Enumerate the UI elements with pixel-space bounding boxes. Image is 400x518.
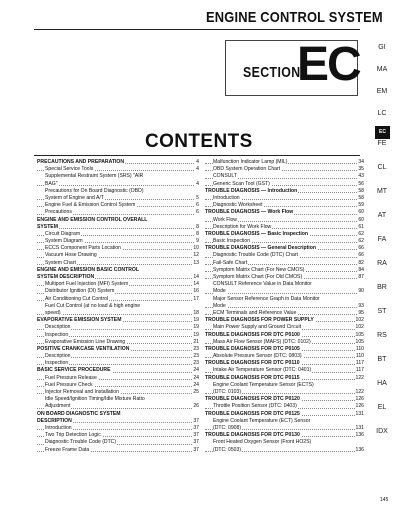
toc-entry-page: 21 [193,338,199,345]
toc-entry[interactable] [205,188,365,195]
toc-entry-page: 6 [196,209,199,216]
toc-entry-page: 58 [358,187,364,194]
toc-entry-page: 82 [358,259,364,266]
toc-entry-title: TROUBLE DIAGNOSIS FOR DTC P0105 [205,345,300,352]
toc-entry-title: Description [45,353,71,360]
toc-entry[interactable] [37,360,200,367]
toc-entry-title: Supplemental Restraint System (SRS) "AIR [45,173,144,180]
toc-entry-title: Adjustment [45,403,71,410]
toc-entry-title: PRECAUTIONS AND PREPARATION [37,159,125,165]
toc-entry[interactable] [205,202,365,209]
toc-entry-title: DESCRIPTION [37,417,72,424]
toc-entry-page: 43 [358,173,364,180]
leader-dots [205,307,365,308]
section-tab-fe[interactable]: FE [377,140,387,147]
toc-entry-title: Vacuum Hose Drawing [45,252,97,259]
leader-dots [37,185,200,186]
toc-entry-title: Description [45,324,71,331]
toc-entry-page: 24 [193,374,199,381]
toc-entry-page: 110 [355,353,364,360]
toc-entry[interactable] [205,432,365,439]
toc-entry-page: 9 [196,238,199,245]
toc-entry-page: 122 [355,374,364,381]
toc-entry[interactable] [205,217,365,224]
section-tab-at[interactable]: AT [377,212,387,219]
toc-entry-title: Malfunction Indicator Lamp (MIL) [213,159,288,165]
toc-entry-title: Fuel Pressure Check [45,381,93,388]
section-tab-ra[interactable]: RA [377,260,387,267]
toc-entry[interactable] [205,389,365,396]
toc-entry-title: Injector Removal and Installation [45,389,119,395]
toc-entry[interactable] [37,288,200,295]
toc-entry[interactable] [205,418,365,425]
toc-entry[interactable] [37,432,200,439]
toc-entry-title: TROUBLE DIAGNOSIS — Introduction [205,187,298,194]
toc-entry[interactable] [205,296,365,303]
toc-entry-page: 126 [355,403,364,410]
toc-entry[interactable] [37,425,200,432]
toc-entry[interactable] [37,209,200,216]
toc-entry-title: speed) [45,309,61,316]
toc-entry[interactable] [205,260,365,267]
toc-entry[interactable] [37,274,200,281]
section-tab-st[interactable]: ST [377,308,387,315]
toc-entry-page: 8 [196,223,199,230]
toc-entry-title: Basic Inspection [213,238,251,245]
toc-entry-page: 19 [193,331,199,338]
toc-entry[interactable] [205,231,365,238]
toc-entry-page: 6 [196,202,199,209]
toc-entry[interactable] [205,382,365,389]
toc-entry-page: 14 [193,281,199,288]
toc-entry-title: BASIC SERVICE PROCEDURE [37,367,111,374]
toc-entry[interactable] [205,367,365,374]
page-number: 145 [380,497,389,503]
toc-entry-page: 93 [358,302,364,309]
toc-entry-title: TROUBLE DIAGNOSIS — General Description [205,245,316,252]
toc-entry-title: Idle Speed/Ignition Timing/Idle Mixture Ratio [45,396,145,403]
toc-entry-page: 16 [193,288,199,295]
toc-entry-title: TROUBLE DIAGNOSIS FOR DTC P0125 [205,410,300,417]
toc-entry-page: 122 [355,389,364,395]
toc-entry-title: Engine Coolant Temperature (ECT) Sensor [213,417,311,424]
section-tab-el[interactable]: EL [377,404,387,411]
toc-entry-title: (DTC: 0103) [213,389,242,395]
toc-entry[interactable] [205,353,365,360]
toc-entry[interactable] [37,418,200,425]
toc-entry-page: 13 [193,259,199,266]
section-code: EC [297,38,360,91]
contents-title: CONTENTS [145,131,253,152]
toc-entry-title: CONSULT Reference Value in Data Monitor [213,281,312,288]
toc-entry[interactable] [205,224,365,231]
toc-entry[interactable] [37,267,200,274]
toc-entry-title: Introduction [213,194,240,201]
section-label: SECTION [243,64,301,81]
toc-entry-page: 58 [358,194,364,201]
toc-entry[interactable] [205,281,365,288]
section-tab-gi[interactable]: GI [378,44,386,51]
toc-entry[interactable] [205,439,365,446]
toc-entry[interactable] [37,411,200,418]
toc-entry[interactable] [37,238,200,245]
toc-entry-title: TROUBLE DIAGNOSIS FOR DTC P0130 [205,432,300,439]
toc-entry[interactable] [205,425,365,432]
toc-entry-title: Circuit Diagram [45,230,81,237]
toc-entry-page: 60 [358,209,364,216]
toc-entry[interactable] [37,346,200,353]
toc-entry-title: TROUBLE DIAGNOSIS FOR DTC P0100 [205,331,300,338]
toc-entry[interactable] [37,296,200,303]
toc-entry[interactable] [205,303,365,310]
leader-dots [205,293,365,294]
contents-rule [34,155,360,156]
toc-entry-page: 23 [193,353,199,360]
toc-entry[interactable] [205,159,365,166]
toc-entry[interactable] [205,324,365,331]
toc-entry-page: 5 [196,194,199,201]
toc-entry-title: Inspection [45,331,69,338]
toc-entry-title: BAG" [45,180,58,187]
section-tab-bt[interactable]: BT [377,356,387,363]
toc-entry-title: Two Trip Detection Logic [45,432,101,439]
toc-entry[interactable] [37,375,200,382]
toc-entry[interactable] [37,339,200,346]
toc-entry[interactable] [205,238,365,245]
toc-entry[interactable] [205,267,365,274]
leader-dots [37,228,200,229]
toc-entry-title: Main Power Supply and Ground Circuit [213,324,302,331]
toc-entry[interactable] [37,188,200,195]
toc-entry-title: Symptom Matrix Chart (For New CMOS) [213,266,305,273]
toc-entry[interactable] [37,303,200,310]
toc-entry-title: ENGINE AND EMISSION CONTROL OVERALL [37,216,148,223]
toc-entry-page: 117 [355,367,364,374]
toc-entry-title: System Chart [45,259,76,266]
toc-entry-title: (DTC: 0908) [213,424,242,431]
toc-entry-title: Special Service Tools [45,166,94,173]
toc-entry[interactable] [205,447,365,454]
toc-entry-title: Mass Air Flow Sensor (MAFS) (DTC: 0102) [213,338,311,345]
toc-entry-title: Fail-Safe Chart [213,259,248,266]
toc-entry-title: Throttle Position Sensor (DTC: 0403) [213,403,297,410]
toc-entry-page: 87 [358,274,364,280]
toc-entry-page: 24 [193,367,199,374]
section-tab-lc[interactable]: LC [377,110,387,117]
toc-entry[interactable] [37,252,200,259]
toc-entry[interactable] [37,403,200,410]
toc-entry-title: TROUBLE DIAGNOSIS — Basic Inspection [205,230,309,237]
toc-entry-page: 61 [358,223,364,230]
toc-entry-title: Engine Fuel & Emission Control System [45,202,136,209]
toc-entry-page: 37 [193,432,199,439]
toc-entry-title: SYSTEM [37,223,58,230]
toc-entry-page: 14 [193,274,199,280]
toc-entry[interactable] [37,324,200,331]
toc-entry[interactable] [205,252,365,259]
toc-entry-title: Evaporative Emission Line Drawing [45,338,126,345]
toc-entry-title: System Diagram [45,238,83,245]
toc-entry[interactable] [205,396,365,403]
toc-entry-page: 23 [193,345,199,352]
toc-entry-title: Freeze Frame Data [45,446,90,453]
toc-entry-page: 62 [358,238,364,245]
toc-entry-title: SYSTEM DESCRIPTION [37,274,95,280]
toc-left-column [37,159,200,454]
toc-entry-page: 10 [193,245,199,252]
toc-entry-title: Fuel Pressure Release [45,374,97,381]
section-tab-mt[interactable]: MT [376,188,388,195]
section-tab-fa[interactable]: FA [377,236,387,243]
toc-entry[interactable] [37,396,200,403]
toc-entry-title: TROUBLE DIAGNOSIS FOR DTC P0115 [205,374,300,381]
toc-entry-title: Precautions for On Board Diagnostic (OBD) [45,187,144,194]
section-tab-cl[interactable]: CL [377,164,387,171]
toc-entry[interactable] [37,447,200,454]
section-tab-rs[interactable]: RS [377,332,387,339]
toc-entry-page: 136 [355,432,364,439]
toc-entry[interactable] [205,310,365,317]
toc-entry[interactable] [37,231,200,238]
toc-entry[interactable] [37,353,200,360]
toc-entry-page: 105 [355,331,364,338]
toc-entry-page: 37 [193,439,199,446]
toc-entry-title: Air Conditioning Cut Control [45,295,109,302]
toc-entry[interactable] [205,360,365,367]
section-tab-br[interactable]: BR [377,284,387,291]
toc-entry-page: 117 [355,360,364,367]
toc-entry-title: TROUBLE DIAGNOSIS FOR POWER SUPPLY [205,317,314,324]
toc-entry-title: ECM Terminals and Reference Value [213,309,297,316]
toc-entry[interactable] [37,217,200,224]
toc-entry-title: Engine Coolant Temperature Sensor (ECTS) [213,381,314,388]
system-title: ENGINE CONTROL SYSTEM [206,9,383,26]
toc-entry-page: 19 [193,324,199,331]
toc-entry[interactable] [205,173,365,180]
toc-entry-page: 62 [358,230,364,237]
section-tab-idx[interactable]: IDX [376,428,388,435]
section-tab-ha[interactable]: HA [377,380,387,387]
toc-entry[interactable] [37,260,200,267]
toc-entry-title: (DTC: 0503) [213,446,242,453]
toc-entry[interactable] [205,181,365,188]
toc-entry-title: Inspection [45,360,69,367]
toc-entry[interactable] [205,375,365,382]
toc-entry[interactable] [205,245,365,252]
toc-entry-page: 66 [358,252,364,259]
toc-entry-page: 102 [355,317,364,324]
toc-entry[interactable] [37,181,200,188]
toc-entry[interactable] [37,382,200,389]
toc-entry-page: 12 [193,252,199,259]
toc-entry-title: Intake Air Temperature Sensor (DTC: 0401) [213,367,312,374]
toc-entry-title: Description for Work Flow [213,223,272,230]
toc-entry-title: Diagnostic Trouble Code (DTC) Chart [213,252,298,259]
toc-entry-page: 4 [196,159,199,165]
toc-entry[interactable] [37,389,200,396]
toc-entry[interactable] [205,195,365,202]
toc-entry-page: 90 [358,288,364,295]
toc-entry[interactable] [37,439,200,446]
toc-entry-page: 25 [193,389,199,395]
toc-entry-title: EVAPORATIVE EMISSION SYSTEM [37,317,122,324]
toc-entry-page: 110 [355,345,364,352]
toc-entry[interactable] [205,346,365,353]
section-tab-ma[interactable]: MA [376,66,388,73]
toc-entry-page: 136 [355,446,364,453]
toc-entry[interactable] [205,332,365,339]
toc-entry-page: 37 [193,417,199,424]
toc-entry[interactable] [37,367,200,374]
toc-entry-title: ECCS Component Parts Location [45,245,121,252]
toc-entry[interactable] [37,166,200,173]
toc-entry-title: Diagnostic Trouble Code (DTC) [45,439,117,446]
toc-entry[interactable] [205,339,365,346]
toc-entry-title: Introduction [45,424,72,431]
toc-entry-title: TROUBLE DIAGNOSIS — Work Flow [205,209,294,216]
toc-entry-title: Multiport Fuel Injection (MFI) System [45,281,129,288]
section-tab-em[interactable]: EM [376,88,388,95]
toc-entry-title: Work Flow [213,216,237,223]
top-rule [34,29,360,30]
toc-entry-page: 56 [358,180,364,187]
active-section-tab[interactable]: EC [375,126,390,139]
toc-entry-page: 26 [193,403,199,410]
toc-entry-page: 4 [196,166,199,173]
toc-entry-page: 60 [358,216,364,223]
toc-entry[interactable] [205,209,365,216]
toc-entry-page: 35 [358,166,364,173]
toc-entry-title: TROUBLE DIAGNOSIS FOR DTC P0120 [205,396,300,403]
toc-entry-page: 34 [358,159,364,165]
toc-entry-title: System of Engine and A/T [45,194,104,201]
toc-entry-page: 131 [355,410,364,417]
toc-entry-title: Mode [213,302,226,309]
toc-entry-page: 84 [358,266,364,273]
toc-entry[interactable] [205,166,365,173]
toc-entry-title: CONSULT [213,173,237,180]
toc-entry[interactable] [37,224,200,231]
toc-entry-page: 24 [193,381,199,388]
toc-entry-page: 131 [355,424,364,431]
toc-entry-page: 8 [196,230,199,237]
toc-entry-title: Major Sensor Reference Graph in Data Monitor [213,295,320,302]
toc-entry-page: 19 [193,317,199,324]
toc-entry-title: Precautions [45,209,72,216]
toc-entry[interactable] [205,274,365,281]
toc-entry-page: 66 [358,245,364,252]
toc-entry-page: 95 [358,309,364,316]
toc-entry[interactable] [37,195,200,202]
toc-entry-page: 105 [355,338,364,345]
toc-entry-title: Absolute Pressure Sensor (DTC: 0803) [213,353,302,360]
toc-entry[interactable] [37,317,200,324]
toc-entry-title: Distributor Ignition (DI) System [45,288,115,295]
toc-entry[interactable] [37,245,200,252]
toc-entry-page: 18 [193,309,199,316]
toc-entry-page: 59 [358,202,364,209]
toc-entry-title: Front Heated Oxygen Sensor (Front HO2S) [213,439,312,446]
toc-entry-title: Mode [213,288,226,295]
toc-entry-page: 37 [193,424,199,431]
toc-entry-page: 126 [355,396,364,403]
toc-entry[interactable] [37,310,200,317]
toc-entry-title: Generic Scan Tool (GST) [213,180,270,187]
toc-entry-title: Diagnostic Worksheet [213,202,263,209]
toc-entry-page: 17 [193,295,199,302]
toc-entry-page: 4 [196,180,199,187]
toc-entry[interactable] [205,403,365,410]
toc-entry[interactable] [205,317,365,324]
toc-entry-page: 23 [193,360,199,367]
toc-entry-page: 102 [355,324,364,331]
toc-entry-title: Fuel Cut Control (at no load & high engine [45,302,141,309]
toc-entry-title: Symptom Matrix Chart (For Old CMOS) [213,274,303,280]
toc-entry-title: ON BOARD DIAGNOSTIC SYSTEM [37,410,121,417]
toc-entry[interactable] [37,202,200,209]
toc-entry-title: TROUBLE DIAGNOSIS FOR DTC P0110 [205,360,300,367]
toc-entry[interactable] [37,159,200,166]
toc-right-column [205,159,365,454]
toc-entry[interactable] [205,288,365,295]
toc-entry[interactable] [37,173,200,180]
toc-entry-page: 37 [193,446,199,453]
toc-entry[interactable] [205,411,365,418]
toc-entry[interactable] [37,332,200,339]
toc-entry[interactable] [37,281,200,288]
toc-entry-title: OBD System Operation Chart [213,166,281,173]
toc-entry-title: POSITIVE CRANKCASE VENTILATION [37,345,130,352]
toc-entry-title: ENGINE AND EMISSION BASIC CONTROL [37,266,139,273]
